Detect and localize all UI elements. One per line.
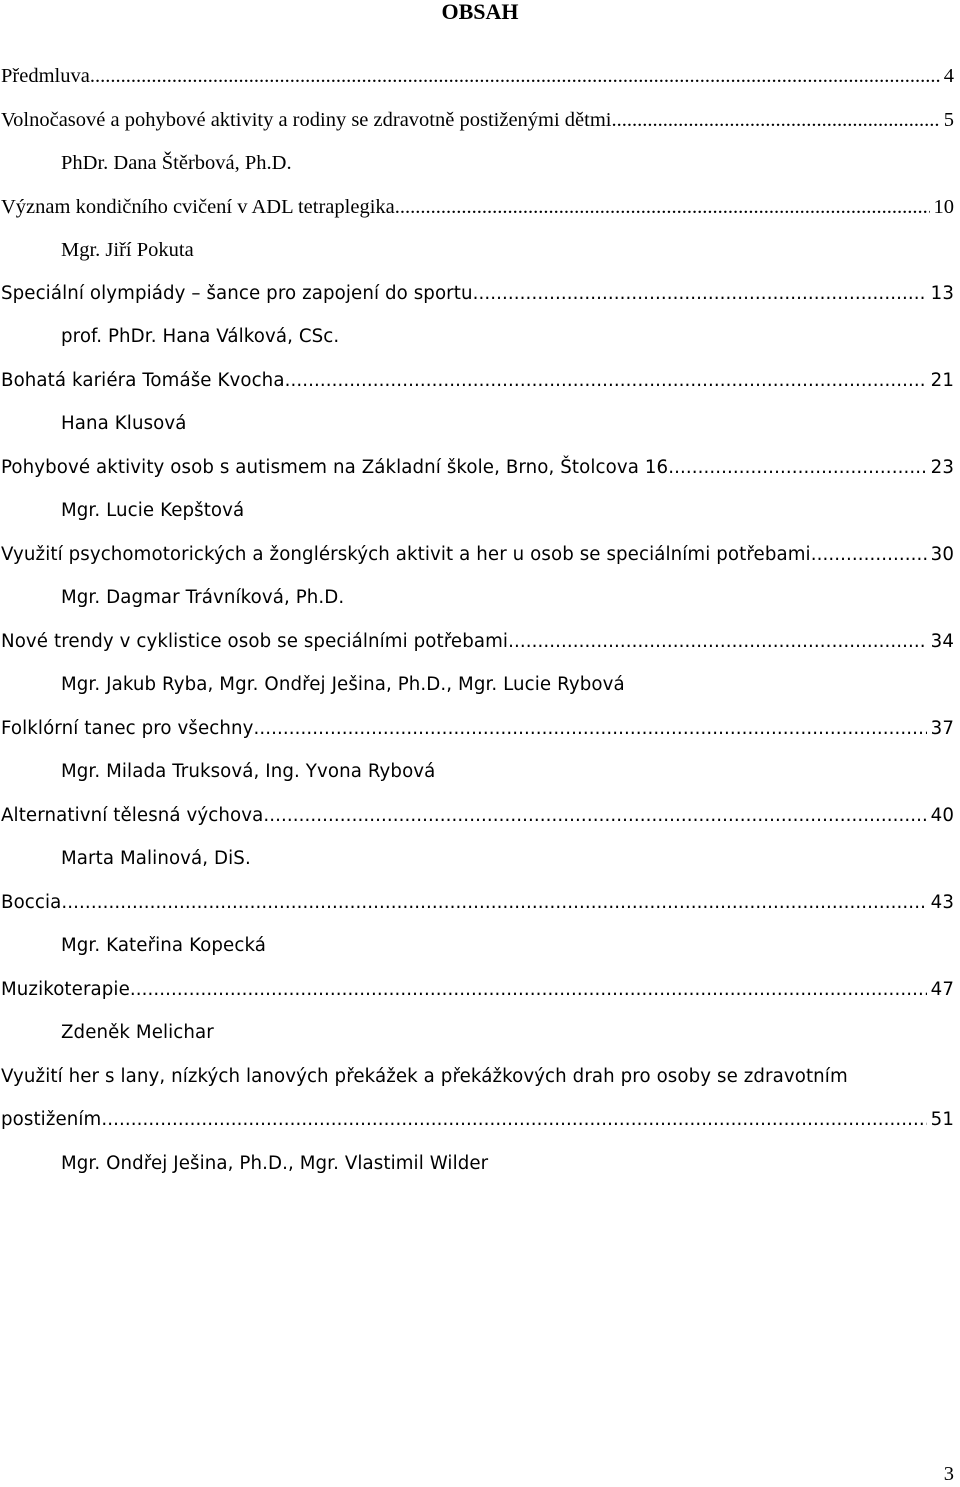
toc-row <box>0 454 960 498</box>
toc-entry[interactable] <box>1 367 954 395</box>
toc-author: Mgr. Jakub Ryba, Mgr. Ondřej Ješina, Ph.D., Mgr. Lucie Rybová <box>61 674 625 695</box>
toc-entry[interactable] <box>1 802 954 830</box>
toc-row <box>0 193 960 237</box>
toc-entry-page: 23 <box>930 456 954 478</box>
toc-entry-title: Význam kondičního cvičení v ADL tetraplegika <box>1 195 395 218</box>
toc-entry-page: 43 <box>930 891 954 913</box>
page-title: OBSAH <box>441 0 519 24</box>
toc-author: PhDr. Dana Štěrbová, Ph.D. <box>61 152 292 174</box>
toc-author: Mgr. Kateřina Kopecká <box>61 935 267 956</box>
toc-entry-page: 37 <box>930 717 954 739</box>
toc-entry-title: Folklórní tanec pro všechny <box>1 717 254 739</box>
toc-entry[interactable] <box>1 1106 954 1134</box>
toc-entry-title: Bohatá kariéra Tomáše Kvocha <box>1 369 285 391</box>
toc-row <box>0 1063 960 1107</box>
toc-entry-title: Pohybové aktivity osob s autismem na Základní škole, Brno, Štolcova 16 <box>1 456 669 478</box>
dot-leader <box>811 541 927 569</box>
toc-row <box>0 932 960 976</box>
dot-leader <box>90 62 940 90</box>
toc-row <box>0 106 960 150</box>
toc-entry[interactable] <box>1 541 954 569</box>
toc-entry[interactable] <box>1 715 954 743</box>
toc-row <box>0 62 960 106</box>
toc-row <box>0 323 960 367</box>
dot-leader <box>253 715 926 743</box>
toc-entry-page: 51 <box>930 1109 954 1130</box>
toc-author: prof. PhDr. Hana Válková, CSc. <box>61 326 340 347</box>
toc-row <box>0 976 960 1020</box>
table-of-contents <box>0 62 960 1193</box>
toc-row <box>0 410 960 454</box>
dot-leader <box>395 193 930 221</box>
toc-entry-title-line: Využití her s lany, nízkých lanových překážek a překážkových drah pro osoby se zdravotním <box>1 1065 848 1087</box>
toc-author: Marta Malinová, DiS. <box>61 848 251 869</box>
toc-entry-title: Alternativní tělesná výchova <box>1 804 264 826</box>
toc-row <box>0 541 960 585</box>
toc-author: Mgr. Milada Truksová, Ing. Yvona Rybová <box>61 761 436 782</box>
toc-author: Zdeněk Melichar <box>61 1022 214 1043</box>
toc-entry-page: 47 <box>930 978 954 1000</box>
dot-leader <box>612 106 940 134</box>
toc-entry-title: Využití psychomotorických a žonglérských aktivit a her u osob se speciálními potřebami <box>1 543 811 565</box>
toc-entry-page: 13 <box>930 282 954 304</box>
toc-entry-page: 40 <box>930 804 954 826</box>
dot-leader <box>473 280 927 308</box>
toc-entry-page: 5 <box>943 108 954 131</box>
toc-author: Mgr. Lucie Kepštová <box>61 500 245 521</box>
dot-leader <box>508 628 927 656</box>
dot-leader <box>61 889 926 917</box>
toc-entry[interactable] <box>1 280 954 308</box>
toc-row <box>0 628 960 672</box>
toc-row <box>0 280 960 324</box>
toc-entry[interactable] <box>1 106 954 134</box>
dot-leader <box>263 802 926 830</box>
toc-entry-page: 4 <box>943 65 954 87</box>
toc-author: Mgr. Dagmar Trávníková, Ph.D. <box>61 587 345 608</box>
toc-entry-title: Speciální olympiády – šance pro zapojení do sportu <box>1 282 473 304</box>
toc-author: Mgr. Jiří Pokuta <box>61 239 194 261</box>
toc-entry-page: 21 <box>930 369 954 391</box>
toc-entry-page: 30 <box>930 543 954 565</box>
toc-row <box>0 1106 960 1150</box>
page-number: 3 <box>943 1463 954 1485</box>
toc-author: Mgr. Ondřej Ješina, Ph.D., Mgr. Vlastimil Wilder <box>61 1152 489 1174</box>
toc-entry-page: 10 <box>933 195 954 218</box>
toc-entry[interactable] <box>1 454 954 482</box>
toc-entry-title: Předmluva <box>1 65 90 87</box>
toc-entry-title: Volnočasové a pohybové aktivity a rodiny se zdravotně postiženými dětmi <box>1 108 612 131</box>
toc-entry[interactable] <box>1 62 954 90</box>
toc-entry[interactable] <box>1 628 954 656</box>
toc-row <box>0 715 960 759</box>
toc-entry-title: Boccia <box>1 891 62 913</box>
toc-row <box>0 497 960 541</box>
toc-entry[interactable] <box>1 889 954 917</box>
toc-row <box>0 584 960 628</box>
dot-leader <box>285 367 927 395</box>
toc-entry-title: Nové trendy v cyklistice osob se speciálními potřebami <box>1 630 509 652</box>
toc-row <box>0 1150 960 1194</box>
dot-leader <box>101 1106 926 1134</box>
toc-entry-title: postižením <box>1 1109 102 1130</box>
toc-row <box>0 671 960 715</box>
toc-entry-page: 34 <box>930 630 954 652</box>
toc-row <box>0 1019 960 1063</box>
toc-entry[interactable] <box>1 193 954 221</box>
toc-row <box>0 889 960 933</box>
toc-row <box>0 845 960 889</box>
toc-row <box>0 236 960 280</box>
toc-row <box>0 149 960 193</box>
toc-author: Hana Klusová <box>61 413 187 434</box>
toc-row <box>0 367 960 411</box>
toc-row <box>0 802 960 846</box>
toc-entry[interactable] <box>1 976 954 1004</box>
toc-entry-title: Muzikoterapie <box>1 978 130 1000</box>
dot-leader <box>668 454 926 482</box>
toc-row <box>0 758 960 802</box>
dot-leader <box>130 976 927 1004</box>
